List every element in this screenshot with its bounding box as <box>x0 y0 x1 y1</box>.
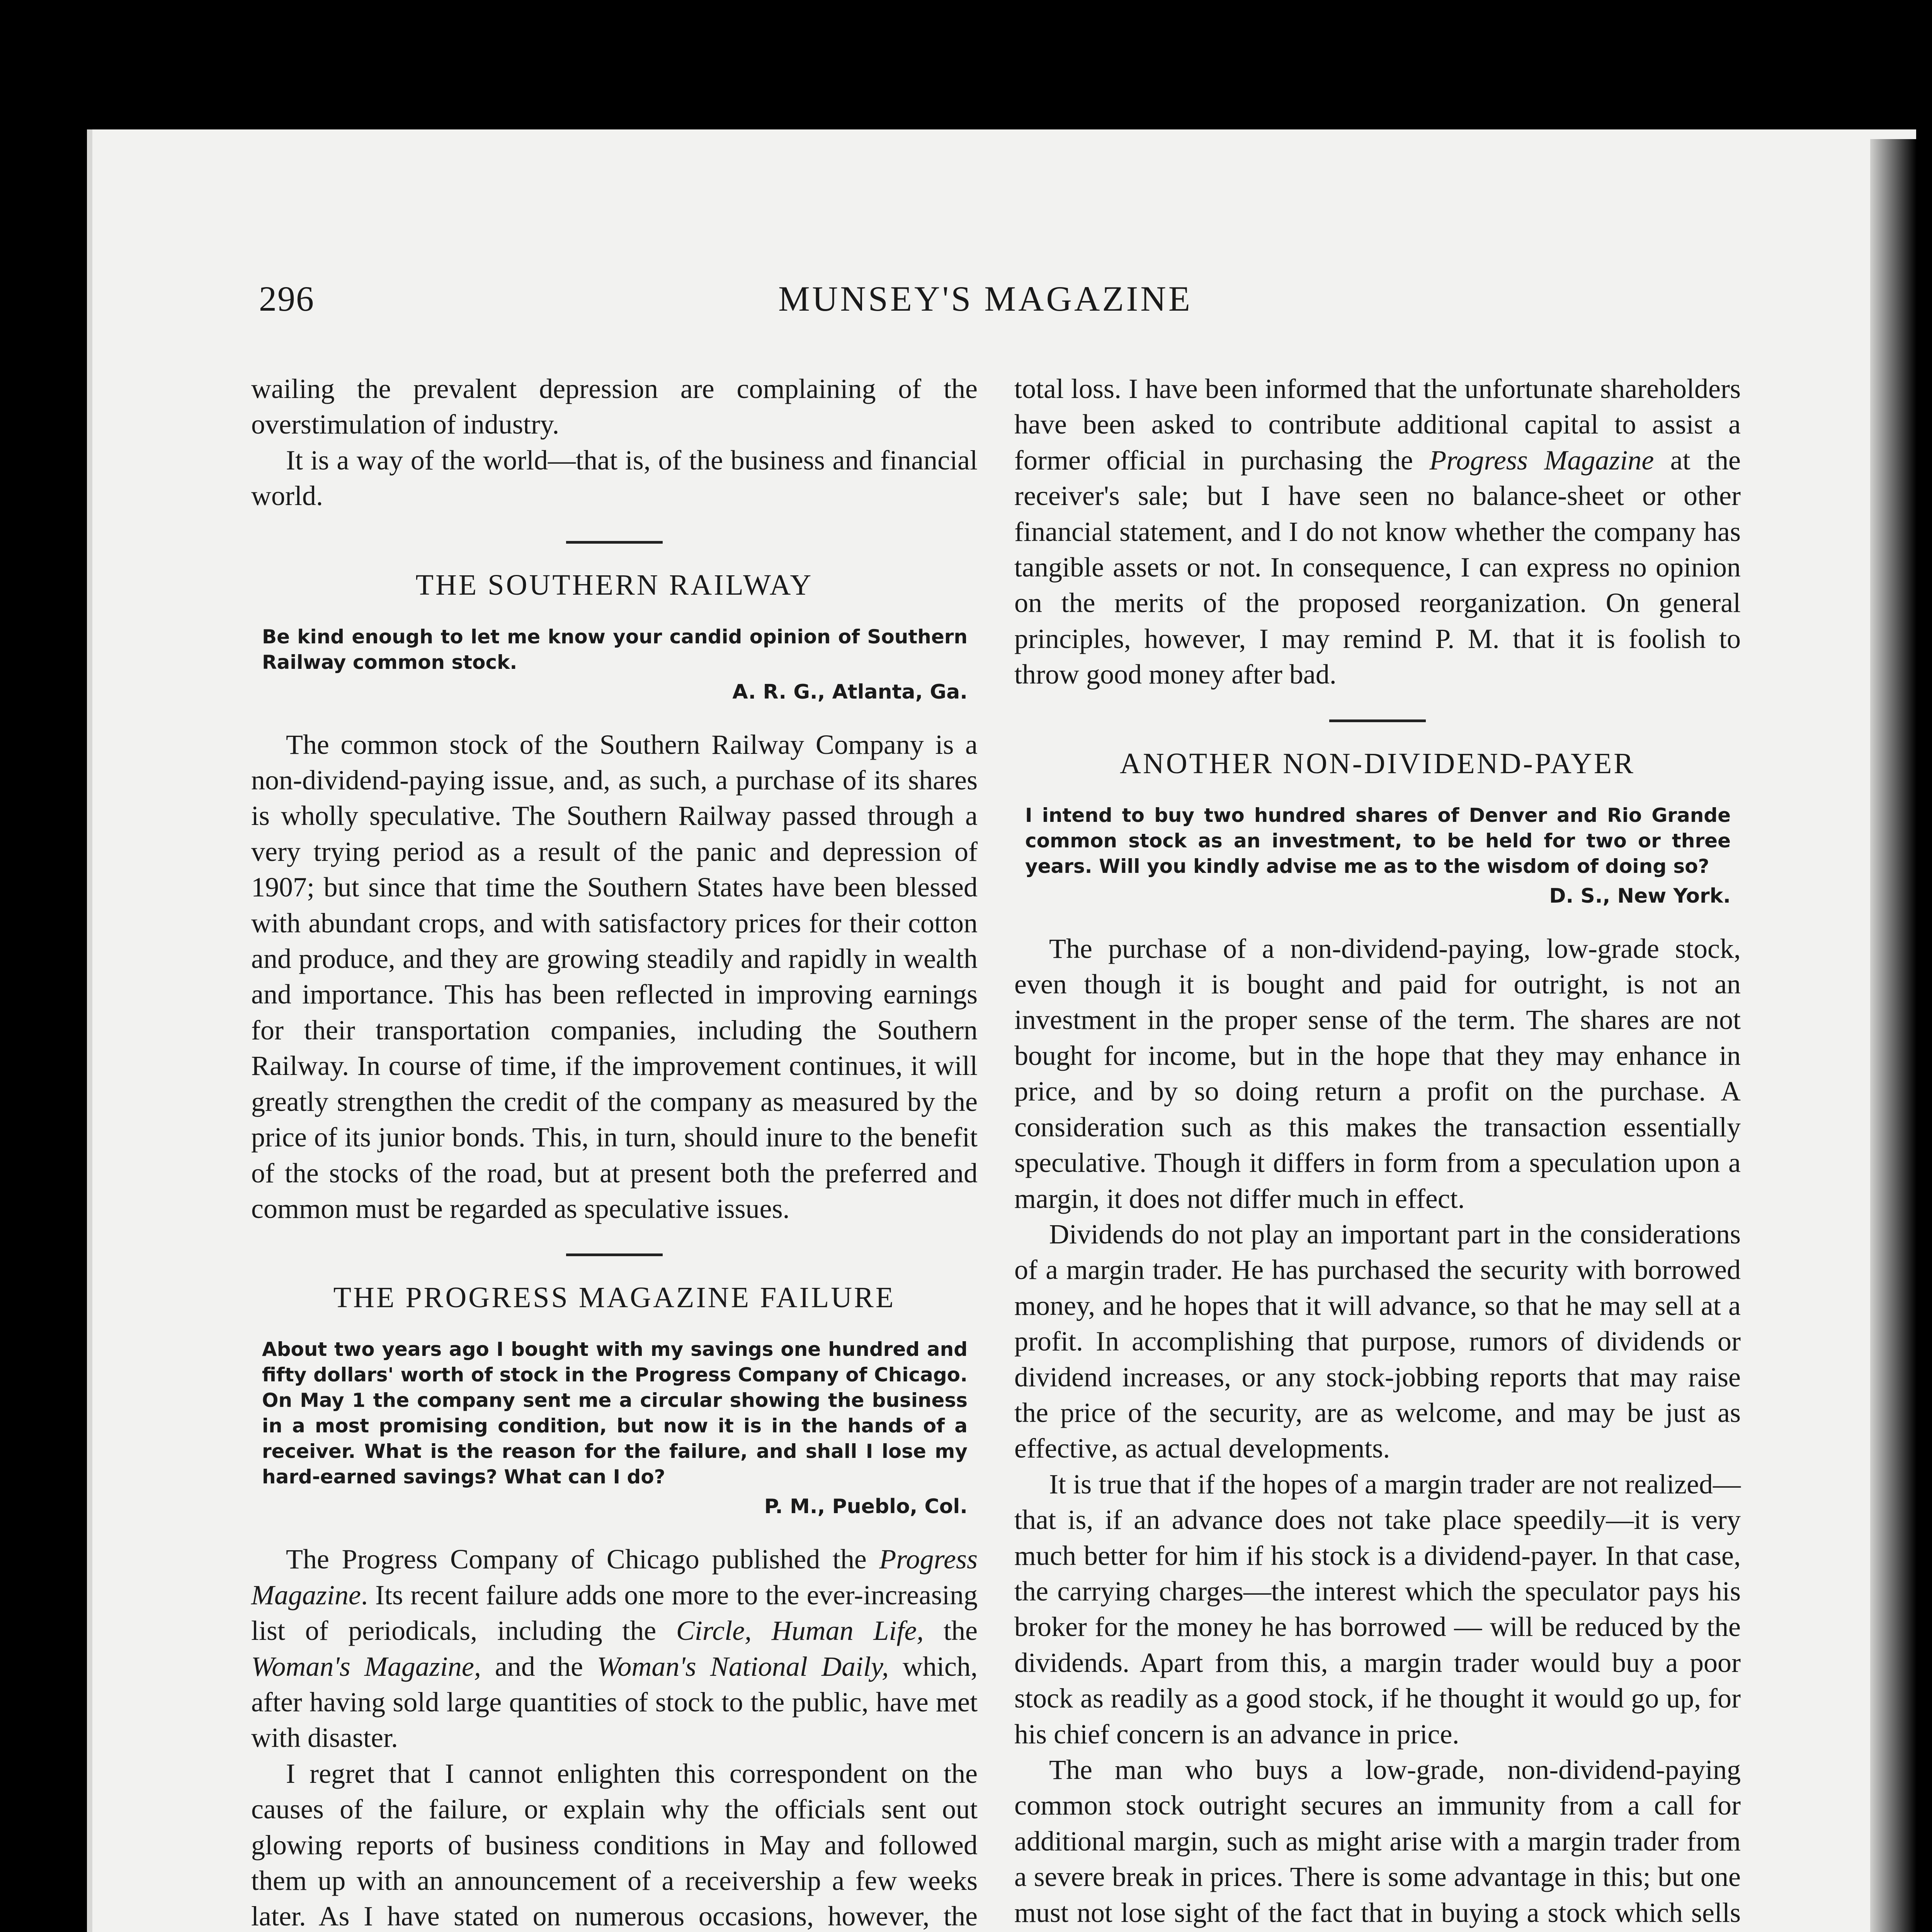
page-number: 296 <box>259 279 315 318</box>
text-run: which, after having sold large quantities of stock to the public, have met with disaster. <box>251 1651 978 1753</box>
answer-paragraph: Dividends do not play an important part in the considerations of a margin trader. He has purchased the security with borrowed money, and he hopes that it will advance, so that he may sell at a profit. In accomplishing that purpose, rumors of dividends or dividend increases, or any stock-jobbing reports that may raise the price of the security, are as welcome, and may be just as effective, as actual developments. <box>1014 1218 1741 1464</box>
answer-paragraph: The purchase of a non-dividend-paying, low-grade stock, even though it is bought and paid for outright, is not an investment in the proper sense of the term. The shares are not bought for income, but in the hope that they may enhance in price, and by so doing return a profit on the purchase. A consideration such as this makes the transaction essentially speculative. Though it differs in form from a speculation upon a margin, it does not differ much in effect. <box>1014 933 1741 1214</box>
reader-signature: A. R. G., Atlanta, Ga. <box>732 680 968 704</box>
magazine-title: Progress Magazine <box>251 1544 978 1611</box>
text-run: total loss. I have been informed that the unfortunate shareholders have been asked to contribute additional capital to assist a former official in purchasing the <box>1014 373 1741 476</box>
section-divider <box>1329 719 1426 722</box>
text-run: The Progress Company of Chicago published the <box>286 1544 879 1575</box>
section-heading: THE PROGRESS MAGAZINE FAILURE <box>333 1281 896 1314</box>
page-header <box>259 278 1712 332</box>
text-run: . Its recent failure adds one more to the ever-increasing list of periodicals, including the <box>251 1579 978 1646</box>
answer-paragraph <box>251 1541 978 1755</box>
section-heading: THE SOUTHERN RAILWAY <box>415 568 813 601</box>
magazine-title: Woman's Magazine, <box>251 1651 481 1682</box>
right-column <box>1014 371 1741 1932</box>
answer-paragraph: I regret that I cannot enlighten this correspondent on the causes of the failure, or explain why the officials sent out glowing reports of business conditions in May and followed them up with an announcement of a receivership a few weeks later. As I have stated on numerous occasions, however, the <box>251 1758 978 1932</box>
reader-signature: D. S., New York. <box>1549 884 1731 908</box>
magazine-title: Circle, Human Life, <box>676 1615 924 1646</box>
section-divider <box>566 1253 663 1256</box>
answer-paragraph: It is true that if the hopes of a margin trader are not realized—that is, if an advance does not take place speedily—it is very much better for him if his stock is a dividend-payer. In that case, the carrying charges—the interest which the speculator pays his broker for the money he has borrowed — will be reduced by the dividends. Apart from this, a margin trader would buy a poor stock as readily as a good stock, if he thought it would go up, for his chief concern is an advance in price. <box>1014 1468 1741 1750</box>
magazine-title: Woman's National Daily, <box>597 1651 889 1682</box>
left-column <box>251 371 978 1932</box>
magazine-title: Progress Magazine <box>1429 444 1654 476</box>
reader-signature: P. M., Pueblo, Col. <box>764 1495 968 1519</box>
answer-paragraph: The common stock of the Southern Railway Company is a non-dividend-paying issue, and, as such, a purchase of its shares is wholly speculative. The Southern Railway passed through a very trying period as a result of the panic and depression of 1907; but since that time the Southern States have been blessed with abundant crops, and with satisfactory prices for their cotton and produce, and they are growing steadily and rapidly in wealth and importance. This has been reflected in improving earnings for their transportation companies, including the Southern Railway. In course of time, if the improvement continues, it will greatly strengthen the credit of the company as measured by the price of its junior bonds. This, in turn, should inure to the benefit of the stocks of the road, but at present both the preferred and common must be regarded as speculative issues. <box>251 729 978 1224</box>
reader-question: Be kind enough to let me know your candid opinion of Southern Railway common stock. <box>262 625 968 673</box>
text-run: and the <box>481 1651 597 1682</box>
intro-paragraph: It is a way of the world—that is, of the business and financial world. <box>251 444 978 512</box>
section-heading: ANOTHER NON-DIVIDEND-PAYER <box>1119 747 1635 780</box>
continued-paragraph <box>1014 371 1741 692</box>
running-title: MUNSEY'S MAGAZINE <box>778 279 1192 318</box>
answer-paragraph: The man who buys a low-grade, non-dividend-paying common stock outright secures an immunity from a call for additional margin, such as might arise with a margin trader from a severe break in prices. There is some advantage in this; but one must not lose sight of the fact that in buying a stock which sells <box>1014 1754 1741 1928</box>
reader-question: I intend to buy two hundred shares of Denver and Rio Grande common stock as an investment, to be held for two or three years. Will you kindly advise me as to the wisdom of doing so? <box>1025 804 1731 878</box>
text-run: at the receiver's sale; but I have seen no balance-sheet or other financial statement, and I do not know whether the company has tangible assets or not. In consequence, I can express no opinion on the merits of the proposed reorganization. On general principles, however, I may remind P. M. that it is foolish to throw good money after bad. <box>1014 444 1741 690</box>
text-run: the <box>923 1615 978 1646</box>
reader-question: About two years ago I bought with my savings one hundred and fifty dollars' worth of stock in the Progress Company of Chicago. On May 1 the company sent me a circular showing the business in a most promising condition, but now it is in the hands of a receiver. What is the reason for the failure, and shall I lose my hard-earned savings? What can I do? <box>262 1338 968 1488</box>
intro-paragraph: wailing the prevalent depression are complaining of the overstimulation of industry. <box>251 373 978 440</box>
book-spine-shadow <box>1870 139 1917 1932</box>
section-divider <box>566 541 663 544</box>
